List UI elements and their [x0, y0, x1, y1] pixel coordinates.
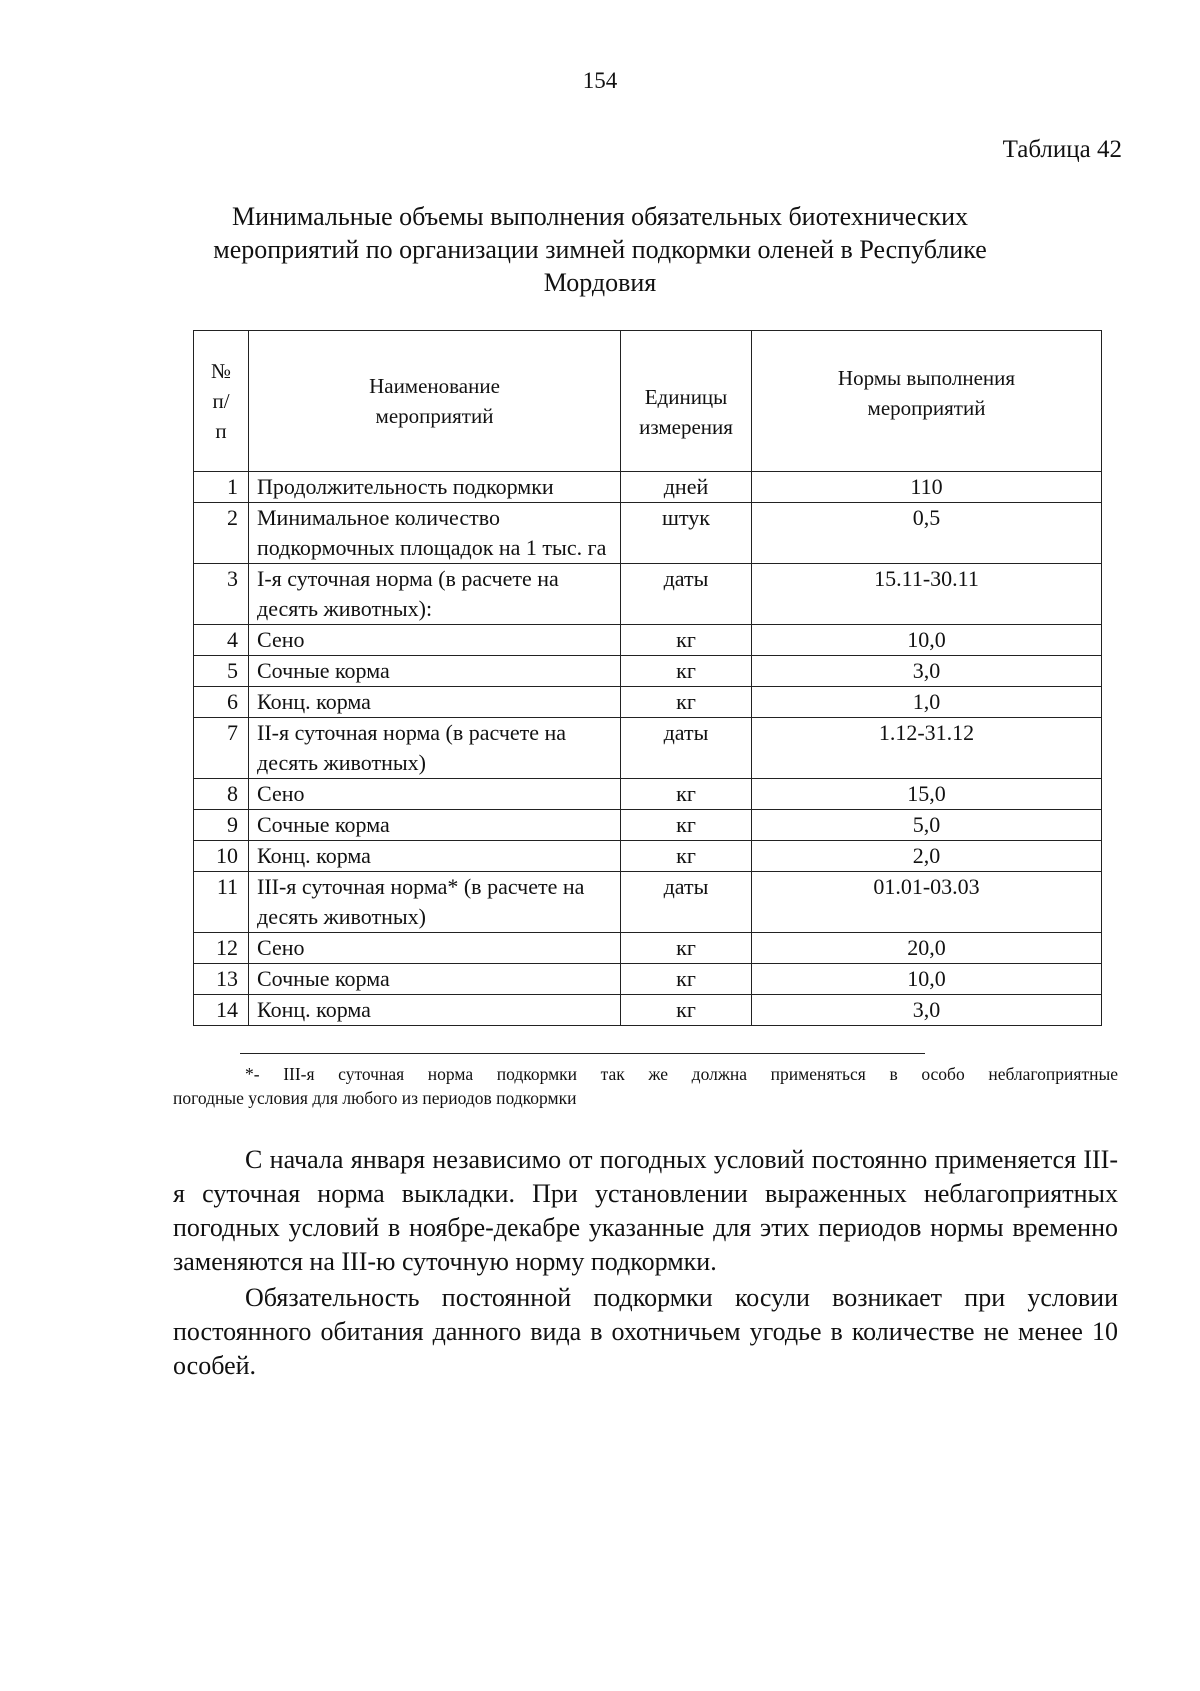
- row-name: Минимальное количество подкормочных площадок на 1 тыс. га: [249, 503, 621, 564]
- row-unit: кг: [621, 656, 752, 687]
- row-unit: кг: [621, 625, 752, 656]
- table-row: [194, 503, 1102, 564]
- row-number: 14: [194, 995, 249, 1026]
- row-norm: 15,0: [752, 779, 1102, 810]
- row-unit: даты: [621, 872, 752, 933]
- table-body: [194, 472, 1102, 1026]
- row-number: 4: [194, 625, 249, 656]
- row-unit: кг: [621, 779, 752, 810]
- norms-table: [193, 330, 1102, 1026]
- row-norm: 20,0: [752, 933, 1102, 964]
- table-row: [194, 472, 1102, 503]
- footnote-divider: [240, 1053, 925, 1054]
- row-norm: 2,0: [752, 841, 1102, 872]
- row-norm: 110: [752, 472, 1102, 503]
- table-row: [194, 810, 1102, 841]
- table-row: [194, 933, 1102, 964]
- row-norm: 01.01-03.03: [752, 872, 1102, 933]
- row-unit: кг: [621, 810, 752, 841]
- row-unit: даты: [621, 564, 752, 625]
- table-label: Таблица 42: [1002, 136, 1122, 163]
- row-name: II-я суточная норма (в расчете на десять животных): [249, 718, 621, 779]
- row-number: 10: [194, 841, 249, 872]
- row-unit: дней: [621, 472, 752, 503]
- table-row: [194, 625, 1102, 656]
- row-number: 1: [194, 472, 249, 503]
- row-name: I-я суточная норма (в расчете на десять животных):: [249, 564, 621, 625]
- row-norm: 1.12-31.12: [752, 718, 1102, 779]
- document-title: Минимальные объемы выполнения обязательных биотехнических мероприятий по организации зимней подкормки оленей в Республике Мордовия: [213, 202, 987, 297]
- footnote-line-2: погодные условия для любого из периодов подкормки: [173, 1088, 577, 1108]
- row-name: Сочные корма: [249, 964, 621, 995]
- row-name: Сочные корма: [249, 810, 621, 841]
- paragraph-1: С начала января независимо от погодных условий постоянно применяется III-я суточная норма выкладки. При установлении выраженных неблагоприятных погодных условий в ноябре-декабре указанные для этих периодов нормы временно заменяются на III-ю суточную норму подкормки.: [173, 1145, 1118, 1276]
- row-number: 5: [194, 656, 249, 687]
- row-unit: штук: [621, 503, 752, 564]
- row-norm: 1,0: [752, 687, 1102, 718]
- table-row: [194, 964, 1102, 995]
- row-name: Сено: [249, 779, 621, 810]
- row-norm: 15.11-30.11: [752, 564, 1102, 625]
- table-row: [194, 872, 1102, 933]
- row-unit: кг: [621, 687, 752, 718]
- row-unit: кг: [621, 841, 752, 872]
- row-name: Сено: [249, 625, 621, 656]
- row-norm: 3,0: [752, 656, 1102, 687]
- row-unit: даты: [621, 718, 752, 779]
- row-number: 3: [194, 564, 249, 625]
- row-name: Сено: [249, 933, 621, 964]
- row-name: Конц. корма: [249, 687, 621, 718]
- row-norm: 10,0: [752, 964, 1102, 995]
- footnote-line-1: *- III-я суточная норма подкормки так же должна применяться в особо неблагоприятные: [245, 1064, 1118, 1084]
- row-number: 9: [194, 810, 249, 841]
- table-row: [194, 841, 1102, 872]
- row-name: Конц. корма: [249, 995, 621, 1026]
- row-norm: 10,0: [752, 625, 1102, 656]
- row-name: III-я суточная норма* (в расчете на десять животных): [249, 872, 621, 933]
- row-number: 2: [194, 503, 249, 564]
- row-norm: 5,0: [752, 810, 1102, 841]
- row-number: 13: [194, 964, 249, 995]
- table-row: [194, 564, 1102, 625]
- table-header-row: [194, 331, 1102, 472]
- table-row: [194, 718, 1102, 779]
- header-norm: Нормы выполнения мероприятий: [752, 331, 1102, 472]
- row-number: 7: [194, 718, 249, 779]
- table-row: [194, 656, 1102, 687]
- table-row: [194, 779, 1102, 810]
- footnote: [173, 1062, 1118, 1110]
- page-number: 154: [582, 68, 618, 93]
- row-name: Сочные корма: [249, 656, 621, 687]
- table-row: [194, 995, 1102, 1026]
- row-name: Конц. корма: [249, 841, 621, 872]
- row-norm: 0,5: [752, 503, 1102, 564]
- row-unit: кг: [621, 933, 752, 964]
- row-number: 12: [194, 933, 249, 964]
- row-number: 8: [194, 779, 249, 810]
- header-number: № п/п: [194, 331, 249, 472]
- row-number: 6: [194, 687, 249, 718]
- body-text: [173, 1143, 1118, 1383]
- row-name: Продолжительность подкормки: [249, 472, 621, 503]
- row-unit: кг: [621, 964, 752, 995]
- row-number: 11: [194, 872, 249, 933]
- header-name: Наименование мероприятий: [249, 331, 621, 472]
- row-norm: 3,0: [752, 995, 1102, 1026]
- row-unit: кг: [621, 995, 752, 1026]
- header-unit: Единицы измерения: [621, 331, 752, 472]
- paragraph-2: Обязательность постоянной подкормки косули возникает при условии постоянного обитания данного вида в охотничьем угодье в количестве не менее 10 особей.: [173, 1283, 1118, 1380]
- table-row: [194, 687, 1102, 718]
